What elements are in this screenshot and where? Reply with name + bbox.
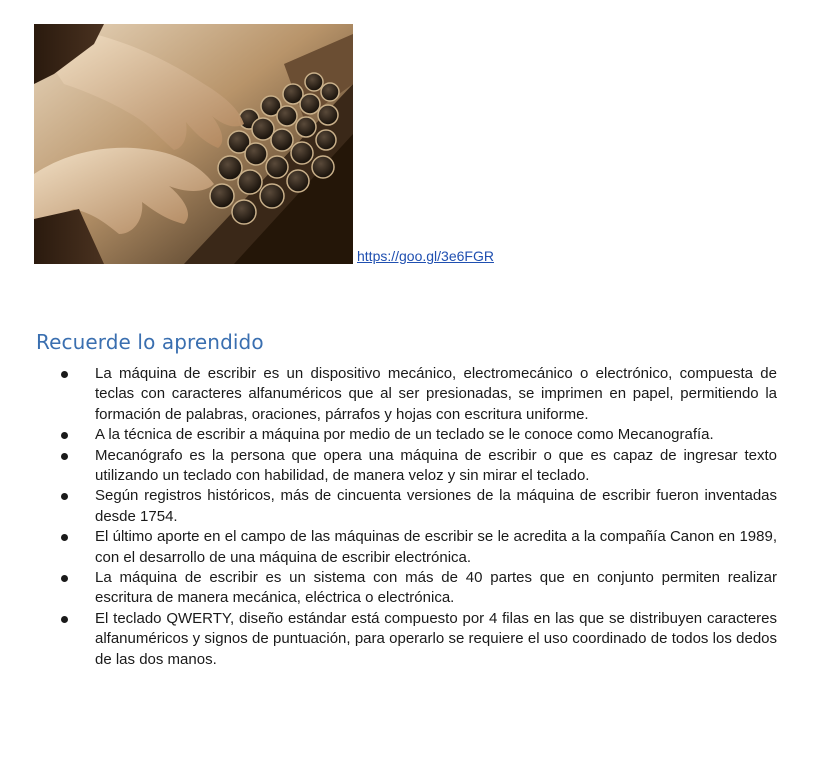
list-item — [57, 425, 777, 445]
bullet-icon — [61, 432, 68, 439]
list-item-text: La máquina de escribir es un sistema con más de 40 partes que en conjunto permiten realizar escritura de manera mecánica, eléctrica o electrónica. — [95, 569, 777, 607]
list-item — [57, 527, 777, 568]
list-item-text: El teclado QWERTY, diseño estándar está compuesto por 4 filas en las que se distribuyen caracteres alfanuméricos y signos de puntuación, para operarlo se requiere el uso coordinado de todos los dedos de las dos manos. — [95, 609, 777, 668]
list-item — [57, 568, 777, 609]
list-item-text: El último aporte en el campo de las máquinas de escribir se le acredita a la compañía Canon en 1989, con el desarrollo de una máquina de escribir electrónica. — [95, 528, 777, 566]
typewriter-photo — [34, 24, 353, 264]
summary-list — [57, 364, 777, 670]
section-heading: Recuerde lo aprendido — [36, 330, 264, 354]
list-item-text: Según registros históricos, más de cincuenta versiones de la máquina de escribir fueron inventadas desde 1754. — [95, 487, 777, 525]
source-link[interactable]: https://goo.gl/3e6FGR — [357, 248, 494, 264]
list-item — [57, 364, 777, 425]
bullet-icon — [61, 453, 68, 460]
bullet-icon — [61, 371, 68, 378]
list-item-text: La máquina de escribir es un dispositivo mecánico, electromecánico o electrónico, compuesta de teclas con caracteres alfanuméricos que al ser presionadas, se imprimen en papel, permitiendo la formación de palabras, oraciones, párrafos y hojas con escritura uniforme. — [95, 365, 777, 423]
list-item — [57, 609, 777, 670]
list-item-text: A la técnica de escribir a máquina por medio de un teclado se le conoce como Mecanografía. — [95, 426, 714, 444]
list-item-text: Mecanógrafo es la persona que opera una máquina de escribir o que es capaz de ingresar texto utilizando un teclado con habilidad, de manera veloz y sin mirar el teclado. — [95, 446, 777, 485]
bullet-icon — [61, 534, 68, 541]
bullet-icon — [61, 616, 68, 623]
bullet-icon — [61, 575, 68, 582]
list-item — [57, 446, 777, 487]
list-item — [57, 486, 777, 527]
bullet-icon — [61, 493, 68, 500]
